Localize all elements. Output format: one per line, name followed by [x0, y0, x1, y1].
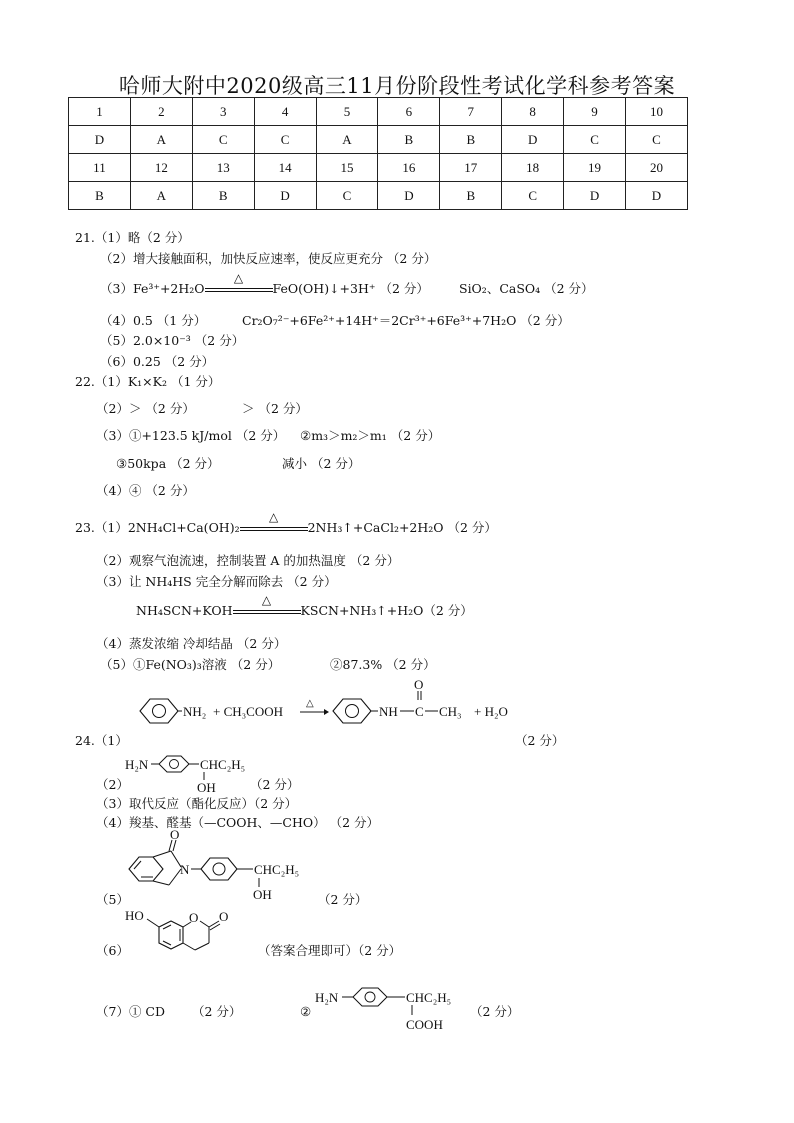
table-cell: 16 [378, 154, 440, 182]
q24-line-1: 24.（1） [75, 733, 128, 748]
table-cell: C [254, 126, 316, 154]
q21-line-1: 21.（1）略（2 分） [75, 230, 190, 245]
q24-line-6: （6） [96, 943, 129, 958]
q23-eq-right: 2NH₃↑+CaCl₂+2H₂O （2 分） [307, 520, 497, 535]
table-row [69, 98, 688, 126]
heat-arrow [233, 592, 301, 620]
q23-line-3: （3）让 NH₄HS 完全分解而除去 （2 分） [96, 574, 337, 589]
q21-line-4a: （4）0.5 （1 分） [100, 313, 207, 328]
q22-line-3a: （3）①+123.5 kJ/mol （2 分） [96, 428, 286, 443]
table-cell: 9 [564, 98, 626, 126]
q24-line-2-score: （2 分） [250, 777, 300, 792]
q22-line-1: 22.（1）K₁×K₂ （1 分） [75, 374, 221, 389]
q24-line-3: （3）取代反应（酯化反应）（2 分） [96, 796, 298, 811]
table-cell: D [254, 182, 316, 210]
table-row [69, 154, 688, 182]
q24-line-2: （2） [96, 777, 129, 792]
q23-line-2: （2）观察气泡流速，控制装置 A 的加热温度 （2 分） [96, 553, 400, 568]
q24-line-5: （5） [96, 892, 129, 907]
q24-line-4: （4）羧基、醛基（—COOH、—CHO） （2 分） [96, 815, 380, 830]
table-cell: B [378, 126, 440, 154]
heat-arrow [205, 270, 273, 298]
q23-eq-left: 23.（1）2NH₄Cl+Ca(OH)₂ [75, 520, 240, 535]
table-cell: 20 [626, 154, 688, 182]
table-cell: B [440, 182, 502, 210]
q22-line-5: （4）④ （2 分） [96, 483, 195, 498]
chc2h5-label: CHC₂H₅ [406, 990, 452, 1005]
table-cell: 5 [316, 98, 378, 126]
table-cell: 12 [130, 154, 192, 182]
table-cell: 11 [69, 154, 131, 182]
table-cell: D [564, 182, 626, 210]
q22-line-4b: 减小 （2 分） [282, 456, 361, 471]
q23-line-4 [136, 592, 473, 620]
table-cell: C [316, 182, 378, 210]
q24-line-7-score: （2 分） [470, 1004, 520, 1019]
nh-label: NH [379, 704, 398, 719]
table-row [69, 126, 688, 154]
heat-arrow [240, 509, 308, 537]
table-cell: 7 [440, 98, 502, 126]
chc2h5-label: CHC₂H₅ [200, 757, 246, 772]
table-cell: D [502, 126, 564, 154]
q23-line-6b: ②87.3% （2 分） [330, 657, 436, 672]
table-cell: 17 [440, 154, 502, 182]
q24-6-structure [125, 905, 265, 970]
table-cell: A [130, 182, 192, 210]
q23-line-5: （4）蒸发浓缩 冷却结晶 （2 分） [96, 636, 287, 651]
answer-table [68, 97, 688, 210]
h2n-label: H₂N [315, 990, 339, 1005]
q21-line-6: （6）0.25 （2 分） [100, 354, 215, 369]
q24-line-5-score: （2 分） [318, 892, 368, 907]
q24-line-7b: （2 分） [192, 1004, 242, 1019]
q24-line-6-score: （答案合理即可）（2 分） [258, 943, 402, 958]
table-cell: D [626, 182, 688, 210]
q22-line-3b: ②m₃＞m₂＞m₁ （2 分） [300, 428, 441, 443]
q24-7-structure [315, 985, 475, 1035]
delta-icon: △ [306, 698, 314, 709]
carbonyl-o-label: O [414, 677, 424, 692]
q23-line-6a: （5）①Fe(NO₃)₃溶液 （2 分） [100, 657, 281, 672]
ho-label: HO [125, 908, 144, 923]
oh-label: OH [253, 887, 272, 902]
ch3-label: CH₃ [439, 704, 462, 719]
table-cell: 18 [502, 154, 564, 182]
nh2-label: NH₂ [183, 704, 207, 719]
page-title: 哈师大附中2020级高三11月份阶段性考试化学科参考答案 [118, 74, 676, 98]
water-label: + H₂O [474, 704, 508, 719]
q21-eq-left: （3）Fe³⁺+2H₂O [100, 281, 205, 296]
q21-line-2: （2）增大接触面积，加快反应速率，使反应更充分 （2 分） [100, 251, 437, 266]
delta-icon: △ [233, 270, 244, 285]
table-cell: B [69, 182, 131, 210]
q21-eq-right: FeO(OH)↓+3H⁺ （2 分） [272, 281, 429, 296]
table-cell: 4 [254, 98, 316, 126]
q24-2-structure [125, 752, 265, 797]
table-cell: A [130, 126, 192, 154]
table-cell: 8 [502, 98, 564, 126]
q21-line-5: （5）2.0×10⁻³ （2 分） [100, 333, 245, 348]
table-cell: 13 [192, 154, 254, 182]
table-cell: A [316, 126, 378, 154]
q23-eq2-left: NH₄SCN+KOH [136, 603, 233, 618]
q23-line-1 [75, 509, 497, 537]
q24-reaction-scheme [128, 677, 528, 748]
table-row [69, 182, 688, 210]
acetic-acid-label: + CH₃COOH [213, 704, 284, 719]
cooh-label: COOH [406, 1017, 443, 1032]
q23-eq2-right: KSCN+NH₃↑+H₂O（2 分） [300, 603, 473, 618]
q24-line-7c: ② [300, 1004, 312, 1019]
table-cell: 15 [316, 154, 378, 182]
table-cell: 10 [626, 98, 688, 126]
table-cell: D [69, 126, 131, 154]
q24-line-1-score: （2 分） [515, 733, 565, 748]
table-cell: 2 [130, 98, 192, 126]
table-cell: C [564, 126, 626, 154]
table-cell: 3 [192, 98, 254, 126]
delta-icon: △ [268, 509, 279, 524]
q22-line-4a: ③50kpa （2 分） [116, 456, 220, 471]
h2n-label: H₂N [125, 757, 149, 772]
q21-line-3-solids: SiO₂、CaSO₄ （2 分） [459, 281, 594, 296]
q22-line-2b: ＞ （2 分） [242, 401, 308, 416]
chc2h5-label: CHC₂H₅ [254, 862, 300, 877]
q24-line-7a: （7）① CD [96, 1004, 166, 1019]
table-cell: B [192, 182, 254, 210]
table-cell: 19 [564, 154, 626, 182]
q21-line-4b: Cr₂O₇²⁻+6Fe²⁺+14H⁺＝2Cr³⁺+6Fe³⁺+7H₂O （2 分） [242, 313, 570, 328]
carbonyl-o-label: O [219, 909, 229, 924]
carbonyl-c-label: C [415, 704, 424, 719]
table-cell: D [378, 182, 440, 210]
table-cell: 14 [254, 154, 316, 182]
n-label: N [180, 862, 190, 877]
table-cell: 6 [378, 98, 440, 126]
q22-line-2a: （2）＞ （2 分） [96, 401, 195, 416]
ring-o-label: O [189, 910, 199, 925]
table-cell: C [626, 126, 688, 154]
table-cell: C [502, 182, 564, 210]
oh-label: OH [197, 780, 216, 795]
delta-icon: △ [261, 592, 272, 607]
table-cell: B [440, 126, 502, 154]
lactam-o-label: O [170, 827, 180, 842]
table-cell: C [192, 126, 254, 154]
q21-line-3 [100, 270, 429, 298]
table-cell: 1 [69, 98, 131, 126]
